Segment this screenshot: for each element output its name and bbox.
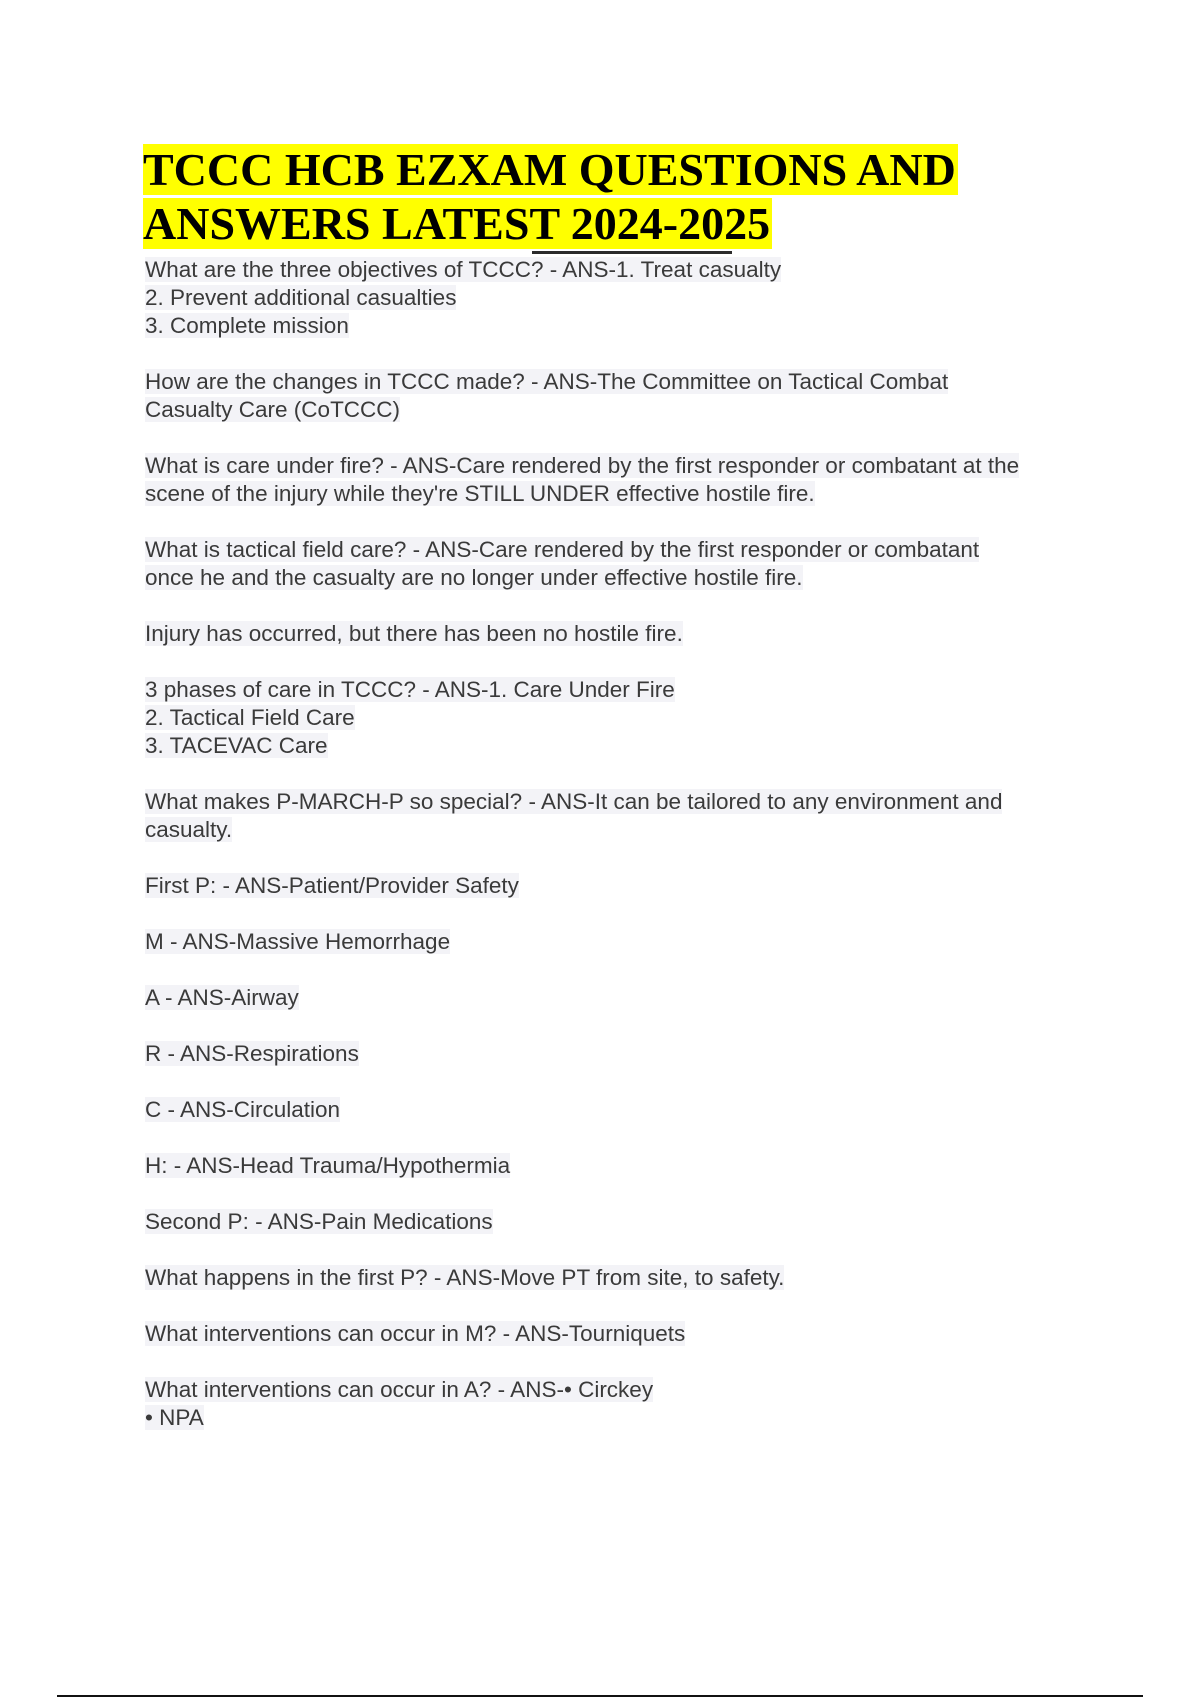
qa-line <box>145 284 1105 312</box>
qa-item <box>145 1208 1105 1236</box>
qa-line <box>145 256 1105 284</box>
qa-item <box>145 1040 1105 1068</box>
qa-line <box>145 1404 1105 1432</box>
qa-item <box>145 984 1105 1012</box>
qa-line-text: First P: - ANS-Patient/Provider Safety <box>145 873 519 898</box>
qa-line <box>145 536 1105 564</box>
qa-item <box>145 1320 1105 1348</box>
qa-item <box>145 928 1105 956</box>
qa-item <box>145 452 1105 508</box>
qa-item <box>145 1376 1105 1432</box>
qa-line-text: R - ANS-Respirations <box>145 1041 359 1066</box>
qa-line <box>145 312 1105 340</box>
qa-line-text: What interventions can occur in A? - ANS-• Circkey <box>145 1377 654 1402</box>
qa-line <box>145 564 1105 592</box>
qa-line-text: M - ANS-Massive Hemorrhage <box>145 929 451 954</box>
qa-line <box>145 1320 1105 1348</box>
qa-item <box>145 788 1105 844</box>
qa-line-text: What is tactical field care? - ANS-Care rendered by the first responder or combatant <box>145 537 980 562</box>
qa-line <box>145 676 1105 704</box>
qa-line <box>145 704 1105 732</box>
qa-line-text: • NPA <box>145 1405 204 1430</box>
qa-line <box>145 1040 1105 1068</box>
qa-line <box>145 1376 1105 1404</box>
qa-item <box>145 1152 1105 1180</box>
qa-line <box>145 928 1105 956</box>
document-title <box>143 143 958 251</box>
qa-line-text: How are the changes in TCCC made? - ANS-The Committee on Tactical Combat <box>145 369 949 394</box>
qa-line-text: 3 phases of care in TCCC? - ANS-1. Care Under Fire <box>145 677 675 702</box>
qa-item <box>145 368 1105 424</box>
qa-line <box>145 984 1105 1012</box>
qa-line-text: 2. Tactical Field Care <box>145 705 355 730</box>
footer-rule <box>57 1695 1143 1697</box>
qa-line-text: What is care under fire? - ANS-Care rendered by the first responder or combatant at the <box>145 453 1020 478</box>
qa-item <box>145 872 1105 900</box>
qa-line-text: casualty. <box>145 817 233 842</box>
qa-item <box>145 536 1105 592</box>
qa-item <box>145 620 1105 648</box>
title-underline <box>532 251 732 254</box>
qa-list <box>145 256 1105 1460</box>
qa-item <box>145 256 1105 340</box>
qa-line <box>145 1264 1105 1292</box>
qa-line-text: Casualty Care (CoTCCC) <box>145 397 401 422</box>
qa-line <box>145 788 1105 816</box>
title-line-2: ANSWERS LATEST 2024-2025 <box>143 198 771 249</box>
qa-line <box>145 452 1105 480</box>
title-line-1: TCCC HCB EZXAM QUESTIONS AND <box>143 144 956 195</box>
qa-line-text: C - ANS-Circulation <box>145 1097 341 1122</box>
qa-line-text: What happens in the first P? - ANS-Move PT from site, to safety. <box>145 1265 785 1290</box>
qa-line-text: 3. TACEVAC Care <box>145 733 328 758</box>
qa-line <box>145 1152 1105 1180</box>
qa-line <box>145 480 1105 508</box>
qa-line <box>145 368 1105 396</box>
qa-line-text: A - ANS-Airway <box>145 985 299 1010</box>
qa-item <box>145 1264 1105 1292</box>
qa-line-text: scene of the injury while they're STILL UNDER effective hostile fire. <box>145 481 815 506</box>
qa-line-text: Second P: - ANS-Pain Medications <box>145 1209 493 1234</box>
qa-line <box>145 1096 1105 1124</box>
qa-line-text: 2. Prevent additional casualties <box>145 285 457 310</box>
qa-line <box>145 732 1105 760</box>
qa-line <box>145 1208 1105 1236</box>
qa-item <box>145 676 1105 760</box>
qa-line-text: What makes P-MARCH-P so special? - ANS-It can be tailored to any environment and <box>145 789 1003 814</box>
qa-line-text: 3. Complete mission <box>145 313 349 338</box>
qa-line <box>145 620 1105 648</box>
qa-line <box>145 396 1105 424</box>
qa-line-text: once he and the casualty are no longer under effective hostile fire. <box>145 565 803 590</box>
qa-line <box>145 816 1105 844</box>
qa-line-text: What are the three objectives of TCCC? - ANS-1. Treat casualty <box>145 257 782 282</box>
qa-item <box>145 1096 1105 1124</box>
qa-line <box>145 872 1105 900</box>
qa-line-text: What interventions can occur in M? - ANS-Tourniquets <box>145 1321 686 1346</box>
qa-line-text: Injury has occurred, but there has been no hostile fire. <box>145 621 683 646</box>
qa-line-text: H: - ANS-Head Trauma/Hypothermia <box>145 1153 511 1178</box>
